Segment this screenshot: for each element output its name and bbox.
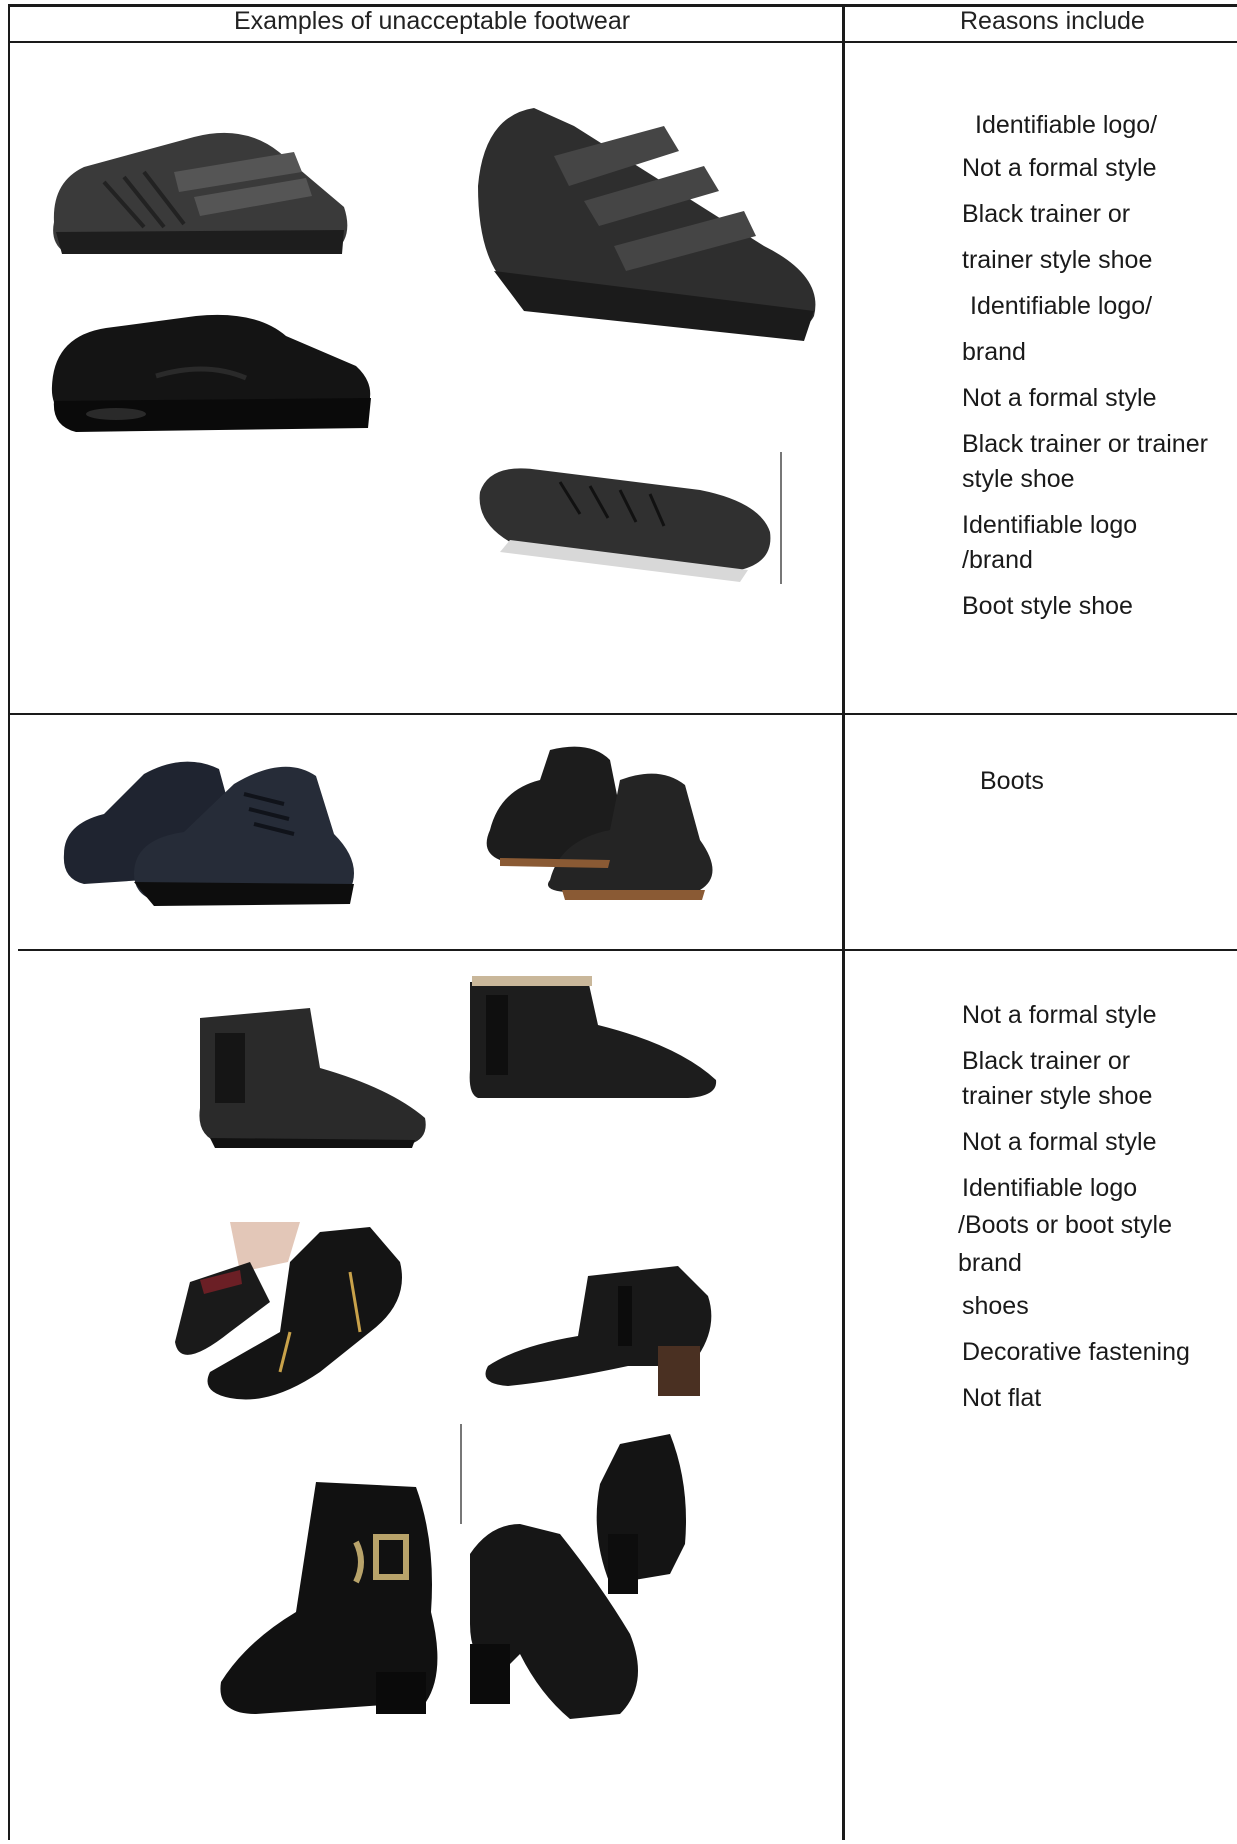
reason-text: Not a formal style bbox=[962, 1001, 1157, 1029]
canvas-lace-shoe-image bbox=[470, 452, 784, 584]
heeled-chelsea-boot-image bbox=[478, 1266, 726, 1396]
reason-text: Decorative fastening bbox=[962, 1338, 1190, 1366]
reason-text: Not a formal style bbox=[962, 154, 1157, 182]
desert-boot-pair-image bbox=[470, 740, 740, 908]
velcro-trainer-shoe-image bbox=[464, 96, 824, 344]
examples-column-header: Examples of unacceptable footwear bbox=[234, 7, 631, 35]
reason-text: style shoe bbox=[962, 465, 1075, 493]
row-divider-1 bbox=[8, 713, 1237, 715]
reasons-column-header: Reasons include bbox=[960, 7, 1145, 35]
chelsea-boot-image bbox=[190, 998, 436, 1148]
zip-ankle-boot-image bbox=[170, 1222, 416, 1406]
reason-text: Boots bbox=[980, 767, 1044, 795]
reason-text: Not flat bbox=[962, 1384, 1042, 1412]
reason-text: Boot style shoe bbox=[962, 592, 1133, 620]
reason-text: brand bbox=[962, 338, 1026, 366]
reason-text: Black trainer or trainer bbox=[962, 430, 1208, 458]
hiking-boot-pair-image bbox=[54, 744, 370, 906]
reason-text: trainer style shoe bbox=[962, 1082, 1153, 1110]
reason-text: Black trainer or bbox=[962, 1047, 1131, 1075]
table-left-border bbox=[8, 4, 10, 1840]
buckle-ankle-boot-image bbox=[216, 1482, 450, 1718]
trainer-shoe-image bbox=[46, 306, 378, 436]
reason-text: /Boots or boot style bbox=[958, 1211, 1173, 1239]
chelsea-boot-image bbox=[458, 970, 722, 1100]
table-column-divider bbox=[842, 4, 845, 1840]
velcro-trainer-shoe-image bbox=[44, 112, 356, 262]
reason-text: Identifiable logo bbox=[962, 1174, 1138, 1202]
reason-text: Identifiable logo/ bbox=[970, 292, 1153, 320]
row-divider-2 bbox=[18, 949, 1237, 951]
heeled-ankle-boot-pair-image bbox=[460, 1424, 706, 1720]
reason-text: Identifiable logo bbox=[962, 511, 1138, 539]
reason-text: brand bbox=[958, 1249, 1022, 1277]
reason-text: Identifiable logo/ bbox=[975, 111, 1158, 139]
reason-text: Not a formal style bbox=[962, 384, 1157, 412]
reason-text: /brand bbox=[962, 546, 1033, 574]
reason-text: Black trainer or bbox=[962, 200, 1131, 228]
reason-text: trainer style shoe bbox=[962, 246, 1153, 274]
reason-text: shoes bbox=[962, 1292, 1029, 1320]
reason-text: Not a formal style bbox=[962, 1128, 1157, 1156]
table-header-divider bbox=[8, 41, 1237, 43]
